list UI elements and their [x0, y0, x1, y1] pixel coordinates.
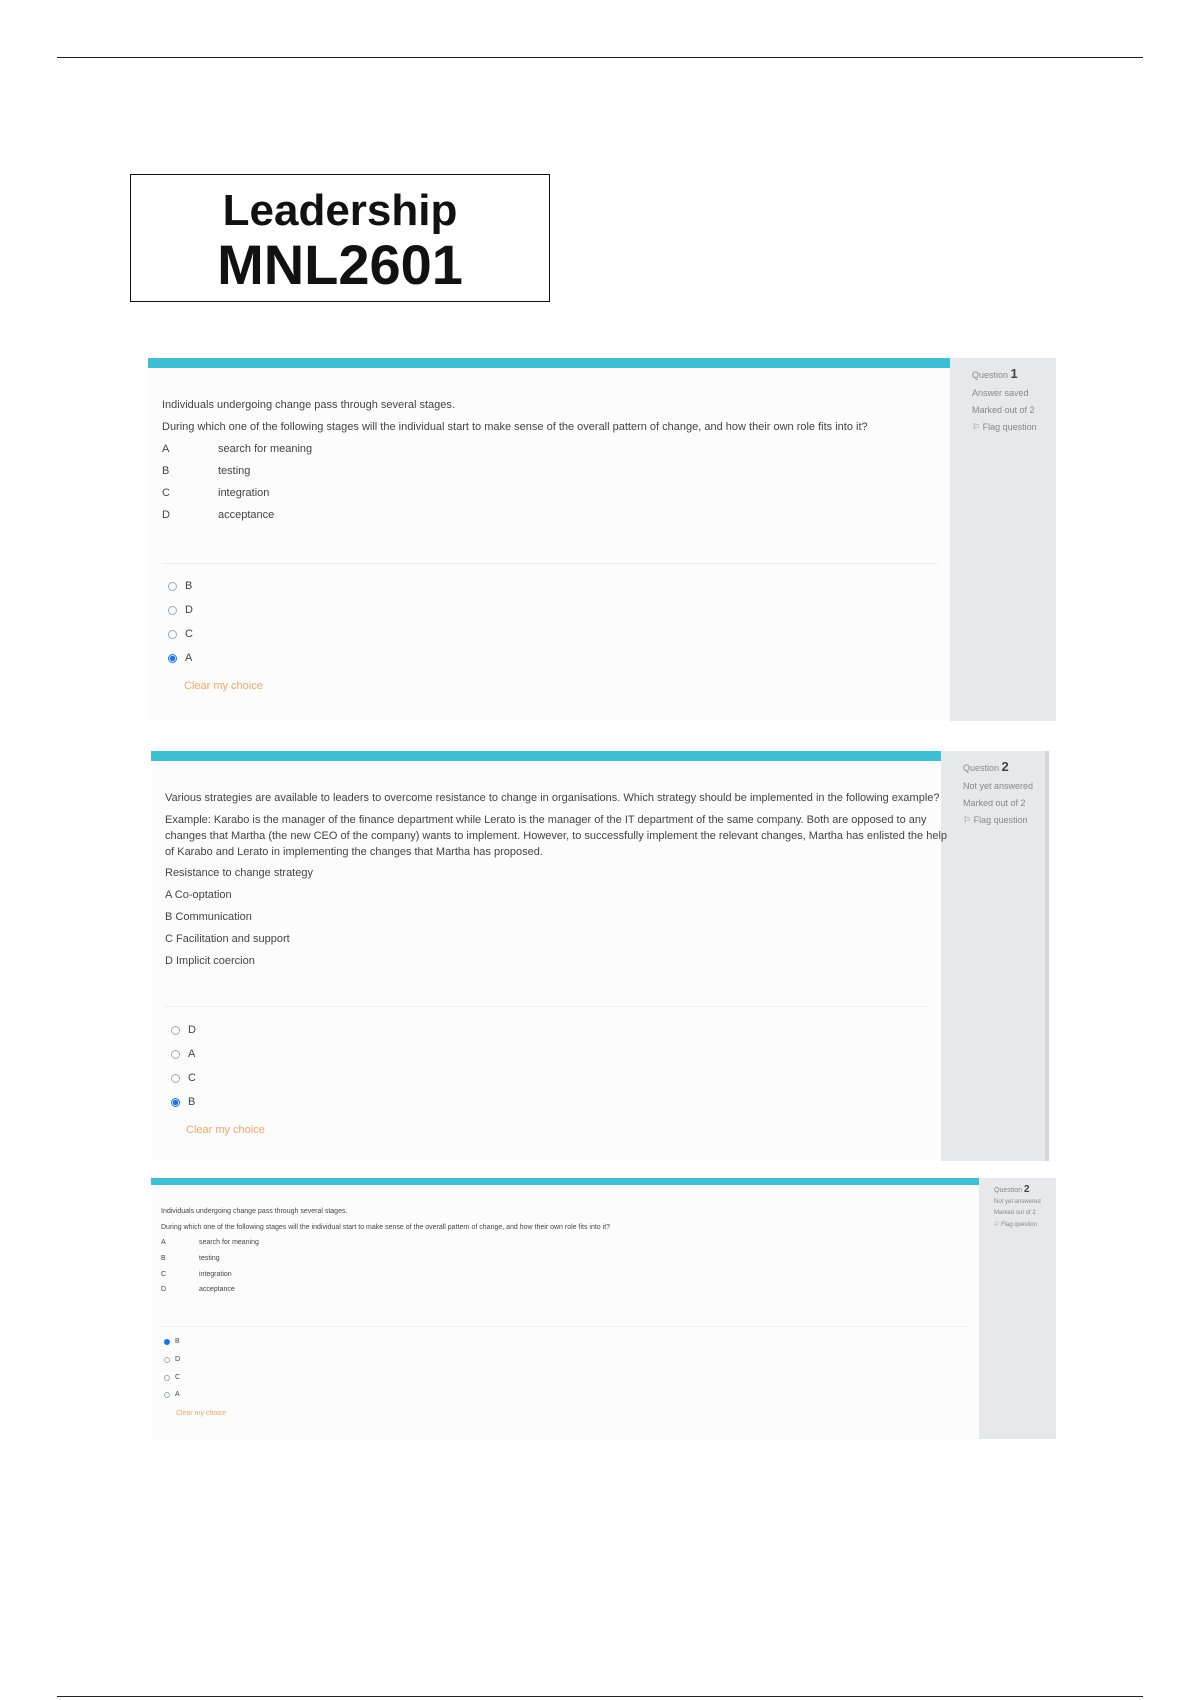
flag-icon: ⚐: [972, 422, 981, 432]
option-text: testing: [199, 1255, 220, 1262]
question-card-3: [151, 1178, 1056, 1439]
answer-choice[interactable]: [164, 1356, 180, 1363]
course-title: Leadership: [222, 186, 458, 235]
flag-icon: ⚐: [963, 815, 972, 825]
choice-label: B: [185, 580, 193, 592]
radio-button[interactable]: [171, 1050, 180, 1059]
choice-label: D: [188, 1024, 196, 1036]
question-marks: Marked out of 2: [972, 405, 1035, 415]
question-number: 1: [1010, 366, 1018, 381]
answer-divider: [161, 1326, 969, 1327]
flag-icon: ⚐: [994, 1222, 1000, 1228]
question-state: Not yet answered: [963, 781, 1034, 791]
option-text: search for meaning: [199, 1239, 259, 1246]
answer-divider: [165, 1006, 929, 1007]
radio-button[interactable]: [164, 1357, 170, 1363]
option-letter: D: [162, 509, 170, 521]
question-header-bar: [151, 1178, 979, 1185]
title-box: [130, 174, 550, 302]
flag-question-label: Flag question: [973, 815, 1028, 825]
flag-question-link[interactable]: [972, 422, 1056, 433]
answer-choice[interactable]: [168, 628, 193, 640]
radio-button[interactable]: [171, 1074, 180, 1083]
clear-choice-link[interactable]: Clear my choice: [176, 1410, 227, 1417]
option-row: [162, 443, 312, 455]
option-letter: D: [161, 1286, 167, 1293]
choice-label: C: [185, 628, 193, 640]
question-prompt: During which one of the following stages will the individual start to make sense of the overall pattern of change, and how their own role fits into it?: [162, 421, 868, 433]
option-letter: B: [162, 465, 170, 477]
bottom-rule: [57, 1696, 1143, 1697]
question-label: Question: [972, 370, 1009, 380]
radio-button-selected[interactable]: [171, 1098, 180, 1107]
option-letter: C: [162, 487, 170, 499]
question-state: Not yet answered: [994, 1199, 1041, 1205]
question-intro: Various strategies are available to leaders to overcome resistance to change in organisations. Which strategy should be implemented in the following example?: [165, 792, 940, 804]
course-code: MNL2601: [217, 233, 463, 296]
question-number-line: [963, 759, 1045, 774]
choice-label: C: [188, 1072, 196, 1084]
question-number-line: [972, 366, 1056, 381]
question-header-bar: [151, 751, 941, 761]
choice-label: D: [185, 604, 193, 616]
radio-button[interactable]: [168, 630, 177, 639]
clear-choice-link[interactable]: Clear my choice: [184, 680, 263, 692]
example-line: Example: Karabo is the manager of the finance department while Lerato is the manager of the IT department of the same company. Both are opposed to any: [165, 814, 927, 826]
option-letter: A: [161, 1239, 166, 1246]
question-header-bar: [148, 358, 950, 368]
answer-choice[interactable]: [164, 1338, 180, 1345]
radio-button-selected[interactable]: [168, 654, 177, 663]
choice-label: B: [188, 1096, 196, 1108]
question-number: 2: [1023, 1184, 1030, 1195]
option-row: D Implicit coercion: [165, 955, 255, 967]
option-text: integration: [199, 1271, 232, 1278]
answer-divider: [162, 563, 938, 564]
question-info-panel: [979, 1178, 1056, 1439]
radio-button[interactable]: [168, 606, 177, 615]
question-marks: Marked out of 2: [963, 798, 1026, 808]
option-text: integration: [218, 487, 270, 499]
option-row: [161, 1239, 259, 1246]
option-text: testing: [218, 465, 251, 477]
example-line: of Karabo and Lerato in implementing the changes that Martha has proposed.: [165, 846, 543, 858]
flag-question-link[interactable]: [963, 815, 1045, 826]
choice-label: B: [175, 1338, 180, 1345]
option-row: [161, 1286, 235, 1293]
choice-label: A: [188, 1048, 196, 1060]
answer-choice[interactable]: [164, 1391, 180, 1398]
question-card-1: [148, 358, 1056, 721]
answer-choice[interactable]: [171, 1024, 196, 1036]
answer-choice[interactable]: [168, 652, 192, 664]
option-row: [162, 465, 250, 477]
radio-button[interactable]: [168, 582, 177, 591]
question-info-panel: [950, 358, 1056, 721]
strategy-heading: Resistance to change strategy: [165, 867, 313, 879]
flag-question-link[interactable]: [994, 1221, 1056, 1228]
choice-label: C: [175, 1374, 181, 1381]
choice-label: A: [185, 652, 193, 664]
question-info-panel: [941, 751, 1049, 1161]
choice-label: A: [175, 1391, 180, 1398]
option-row: [162, 509, 274, 521]
question-card-2: [151, 751, 1049, 1161]
answer-choice[interactable]: [171, 1072, 196, 1084]
answer-choice[interactable]: [171, 1048, 195, 1060]
flag-question-label: Flag question: [1001, 1222, 1038, 1228]
answer-choice[interactable]: [168, 580, 192, 592]
choice-label: D: [175, 1356, 181, 1363]
option-text: search for meaning: [218, 443, 313, 455]
option-row: B Communication: [165, 911, 252, 923]
top-rule: [57, 57, 1143, 58]
radio-button[interactable]: [164, 1375, 170, 1381]
question-prompt: During which one of the following stages will the individual start to make sense of the overall pattern of change, and how their own role fits into it?: [161, 1224, 611, 1231]
question-label: Question: [963, 763, 1000, 773]
option-letter: B: [161, 1255, 166, 1262]
question-intro: Individuals undergoing change pass through several stages.: [162, 399, 455, 411]
option-text: acceptance: [218, 509, 275, 521]
option-row: [161, 1255, 220, 1262]
option-letter: C: [161, 1271, 167, 1278]
option-letter: A: [162, 443, 170, 455]
option-row: [162, 487, 269, 499]
example-line: changes that Martha (the new CEO of the company) wants to implement. However, to successfully implement the relevant changes, Martha has enlisted the help: [165, 830, 948, 842]
option-row: A Co-optation: [165, 889, 232, 901]
question-number: 2: [1001, 759, 1009, 774]
question-marks: Marked out of 2: [994, 1210, 1036, 1216]
option-row: C Facilitation and support: [165, 933, 290, 945]
question-state: Answer saved: [972, 388, 1029, 398]
question-number-line: [994, 1184, 1056, 1195]
flag-question-label: Flag question: [982, 422, 1037, 432]
radio-button[interactable]: [171, 1026, 180, 1035]
question-intro: Individuals undergoing change pass through several stages.: [161, 1208, 348, 1215]
answer-choice[interactable]: [171, 1096, 195, 1108]
question-label: Question: [994, 1187, 1023, 1194]
clear-choice-link[interactable]: Clear my choice: [186, 1124, 265, 1136]
radio-button[interactable]: [164, 1392, 170, 1398]
radio-button-selected[interactable]: [164, 1339, 170, 1345]
answer-choice[interactable]: [168, 604, 193, 616]
option-row: [161, 1271, 232, 1278]
option-text: acceptance: [199, 1286, 235, 1293]
answer-choice[interactable]: [164, 1374, 180, 1381]
